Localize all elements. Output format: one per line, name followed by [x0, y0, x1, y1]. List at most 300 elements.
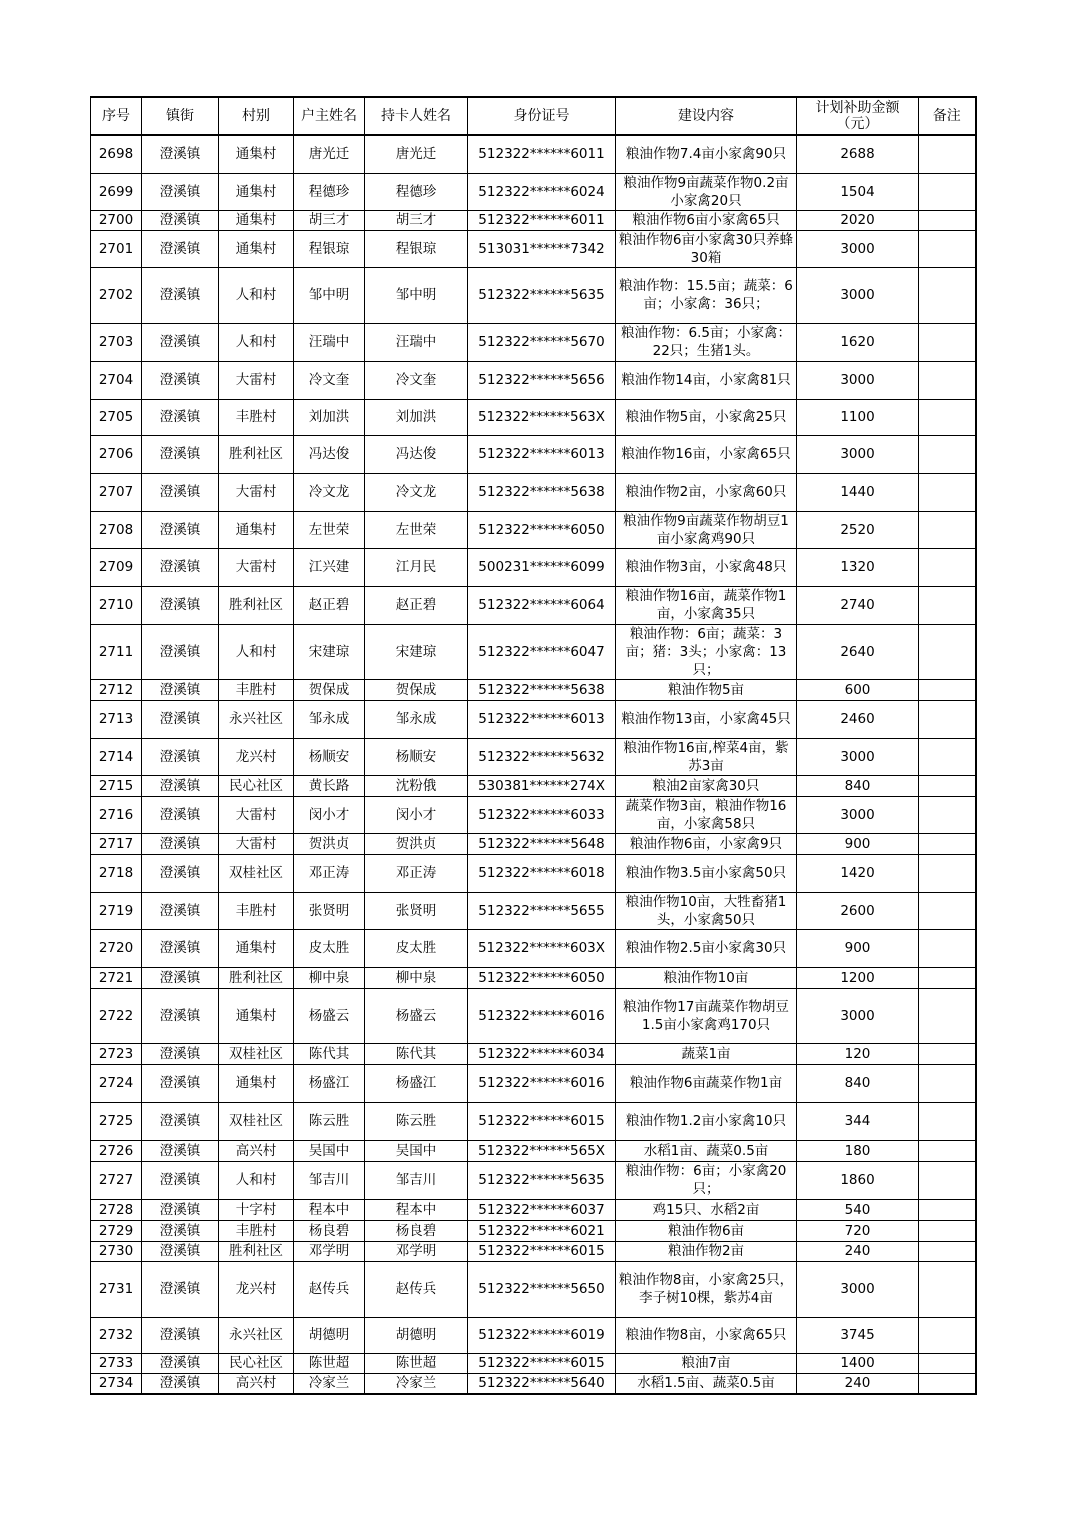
- header-village: 村别: [219, 97, 294, 135]
- cell-household-head: 杨盛江: [294, 1064, 365, 1102]
- cell-town: 澄溪镇: [142, 833, 219, 854]
- cell-id-number: 500231******6099: [468, 548, 616, 586]
- table-row: [91, 892, 976, 929]
- cell-no: 2705: [91, 399, 142, 435]
- cell-card-holder: 程本中: [365, 1199, 468, 1220]
- cell-village: 龙兴村: [219, 1261, 294, 1317]
- cell-village: 大雷村: [219, 796, 294, 833]
- cell-card-holder: 陈代其: [365, 1043, 468, 1064]
- table-row: [91, 230, 976, 267]
- cell-no: 2730: [91, 1241, 142, 1261]
- cell-town: 澄溪镇: [142, 775, 219, 796]
- table-row: [91, 929, 976, 967]
- cell-amount: 1440: [797, 473, 919, 511]
- cell-content: 粮油作物10亩，大牲畜猪1头，小家禽50只: [616, 892, 797, 929]
- cell-card-holder: 刘加洪: [365, 399, 468, 435]
- cell-id-number: 512322******6011: [468, 135, 616, 173]
- table-row: [91, 833, 976, 854]
- cell-note: [919, 1317, 976, 1353]
- cell-id-number: 512322******5638: [468, 679, 616, 700]
- cell-no: 2708: [91, 511, 142, 548]
- cell-content: 粮油作物：15.5亩；蔬菜：6亩；小家禽：36只；: [616, 267, 797, 323]
- cell-id-number: 512322******6015: [468, 1102, 616, 1140]
- cell-no: 2718: [91, 854, 142, 892]
- cell-content: 粮油作物3亩，小家禽48只: [616, 548, 797, 586]
- cell-content: 粮油作物3.5亩小家禽50只: [616, 854, 797, 892]
- cell-no: 2715: [91, 775, 142, 796]
- cell-village: 人和村: [219, 624, 294, 679]
- cell-content: 粮油作物：6亩；小家禽20只；: [616, 1161, 797, 1199]
- cell-content: 粮油作物6亩蔬菜作物1亩: [616, 1064, 797, 1102]
- cell-household-head: 冯达俊: [294, 435, 365, 473]
- cell-id-number: 512322******6015: [468, 1241, 616, 1261]
- cell-village: 通集村: [219, 988, 294, 1043]
- cell-household-head: 江兴建: [294, 548, 365, 586]
- cell-content: 蔬菜作物3亩，粮油作物16亩，小家禽58只: [616, 796, 797, 833]
- cell-card-holder: 贺保成: [365, 679, 468, 700]
- cell-town: 澄溪镇: [142, 1241, 219, 1261]
- cell-card-holder: 邹中明: [365, 267, 468, 323]
- cell-town: 澄溪镇: [142, 1140, 219, 1161]
- cell-note: [919, 323, 976, 361]
- cell-town: 澄溪镇: [142, 1043, 219, 1064]
- cell-note: [919, 135, 976, 173]
- cell-village: 丰胜村: [219, 399, 294, 435]
- cell-household-head: 陈代其: [294, 1043, 365, 1064]
- cell-no: 2720: [91, 929, 142, 967]
- cell-note: [919, 796, 976, 833]
- cell-card-holder: 柳中泉: [365, 967, 468, 988]
- cell-household-head: 唐光迁: [294, 135, 365, 173]
- cell-village: 胜利社区: [219, 435, 294, 473]
- cell-card-holder: 赵传兵: [365, 1261, 468, 1317]
- cell-household-head: 邹永成: [294, 700, 365, 738]
- cell-village: 丰胜村: [219, 1220, 294, 1241]
- cell-id-number: 512322******6033: [468, 796, 616, 833]
- cell-content: 粮油作物6亩，小家禽9只: [616, 833, 797, 854]
- cell-id-number: 512322******5648: [468, 833, 616, 854]
- header-id-number: 身份证号: [468, 97, 616, 135]
- cell-amount: 120: [797, 1043, 919, 1064]
- cell-note: [919, 210, 976, 230]
- cell-amount: 240: [797, 1373, 919, 1394]
- table-row: [91, 135, 976, 173]
- cell-note: [919, 833, 976, 854]
- table-row: [91, 775, 976, 796]
- cell-town: 澄溪镇: [142, 796, 219, 833]
- cell-village: 双桂社区: [219, 1102, 294, 1140]
- cell-id-number: 513031******7342: [468, 230, 616, 267]
- cell-id-number: 512322******6016: [468, 1064, 616, 1102]
- cell-content: 粮油作物2亩，小家禽60只: [616, 473, 797, 511]
- cell-note: [919, 1241, 976, 1261]
- cell-village: 大雷村: [219, 473, 294, 511]
- cell-amount: 3000: [797, 796, 919, 833]
- cell-card-holder: 汪瑞中: [365, 323, 468, 361]
- cell-household-head: 杨良碧: [294, 1220, 365, 1241]
- cell-town: 澄溪镇: [142, 511, 219, 548]
- cell-id-number: 512322******6018: [468, 854, 616, 892]
- cell-village: 双桂社区: [219, 854, 294, 892]
- cell-household-head: 刘加洪: [294, 399, 365, 435]
- cell-no: 2713: [91, 700, 142, 738]
- cell-town: 澄溪镇: [142, 738, 219, 775]
- cell-id-number: 512322******6047: [468, 624, 616, 679]
- header-card-holder: 持卡人姓名: [365, 97, 468, 135]
- cell-no: 2728: [91, 1199, 142, 1220]
- cell-note: [919, 435, 976, 473]
- cell-id-number: 512322******5656: [468, 361, 616, 399]
- cell-amount: 3000: [797, 435, 919, 473]
- cell-town: 澄溪镇: [142, 1161, 219, 1199]
- cell-no: 2699: [91, 173, 142, 210]
- cell-content: 粮油作物10亩: [616, 967, 797, 988]
- cell-content: 粮油作物：6.5亩；小家禽：22只；生猪1头。: [616, 323, 797, 361]
- cell-note: [919, 548, 976, 586]
- cell-amount: 720: [797, 1220, 919, 1241]
- cell-village: 通集村: [219, 1064, 294, 1102]
- cell-id-number: 512322******5635: [468, 1161, 616, 1199]
- cell-card-holder: 闵小才: [365, 796, 468, 833]
- cell-card-holder: 胡德明: [365, 1317, 468, 1353]
- cell-household-head: 张贤明: [294, 892, 365, 929]
- cell-content: 粮油作物14亩，小家禽81只: [616, 361, 797, 399]
- table-row: [91, 361, 976, 399]
- cell-amount: 1620: [797, 323, 919, 361]
- cell-town: 澄溪镇: [142, 624, 219, 679]
- cell-town: 澄溪镇: [142, 210, 219, 230]
- cell-card-holder: 程银琼: [365, 230, 468, 267]
- cell-household-head: 柳中泉: [294, 967, 365, 988]
- cell-note: [919, 473, 976, 511]
- table-row: [91, 548, 976, 586]
- cell-town: 澄溪镇: [142, 1261, 219, 1317]
- cell-card-holder: 唐光迁: [365, 135, 468, 173]
- table-row: [91, 967, 976, 988]
- cell-amount: 2460: [797, 700, 919, 738]
- header-content: 建设内容: [616, 97, 797, 135]
- table-row: [91, 1241, 976, 1261]
- cell-town: 澄溪镇: [142, 1317, 219, 1353]
- table-row: [91, 679, 976, 700]
- cell-amount: 1420: [797, 854, 919, 892]
- cell-id-number: 512322******5638: [468, 473, 616, 511]
- cell-village: 丰胜村: [219, 892, 294, 929]
- cell-id-number: 512322******6050: [468, 511, 616, 548]
- cell-village: 高兴村: [219, 1373, 294, 1394]
- cell-no: 2711: [91, 624, 142, 679]
- cell-household-head: 汪瑞中: [294, 323, 365, 361]
- cell-household-head: 杨盛云: [294, 988, 365, 1043]
- cell-amount: 2600: [797, 892, 919, 929]
- cell-household-head: 赵正碧: [294, 586, 365, 624]
- table-row: [91, 173, 976, 210]
- cell-card-holder: 杨顺安: [365, 738, 468, 775]
- cell-amount: 180: [797, 1140, 919, 1161]
- cell-village: 龙兴村: [219, 738, 294, 775]
- cell-content: 粮油2亩家禽30只: [616, 775, 797, 796]
- cell-note: [919, 1064, 976, 1102]
- cell-town: 澄溪镇: [142, 854, 219, 892]
- cell-id-number: 512322******5655: [468, 892, 616, 929]
- cell-note: [919, 1043, 976, 1064]
- cell-no: 2701: [91, 230, 142, 267]
- cell-id-number: 512322******6019: [468, 1317, 616, 1353]
- cell-no: 2721: [91, 967, 142, 988]
- cell-amount: 1320: [797, 548, 919, 586]
- cell-household-head: 吴国中: [294, 1140, 365, 1161]
- cell-amount: 1504: [797, 173, 919, 210]
- cell-town: 澄溪镇: [142, 679, 219, 700]
- cell-no: 2700: [91, 210, 142, 230]
- cell-id-number: 512322******6013: [468, 700, 616, 738]
- cell-town: 澄溪镇: [142, 323, 219, 361]
- cell-town: 澄溪镇: [142, 1353, 219, 1373]
- cell-content: 粮油作物9亩蔬菜作物0.2亩小家禽20只: [616, 173, 797, 210]
- cell-no: 2702: [91, 267, 142, 323]
- cell-household-head: 黄长路: [294, 775, 365, 796]
- cell-note: [919, 399, 976, 435]
- cell-content: 粮油作物1.2亩小家禽10只: [616, 1102, 797, 1140]
- cell-town: 澄溪镇: [142, 892, 219, 929]
- cell-id-number: 512322******563X: [468, 399, 616, 435]
- cell-note: [919, 1140, 976, 1161]
- cell-content: 粮油作物6亩: [616, 1220, 797, 1241]
- cell-card-holder: 程德珍: [365, 173, 468, 210]
- cell-id-number: 512322******565X: [468, 1140, 616, 1161]
- cell-note: [919, 267, 976, 323]
- cell-id-number: 512322******6024: [468, 173, 616, 210]
- cell-village: 大雷村: [219, 833, 294, 854]
- cell-household-head: 皮太胜: [294, 929, 365, 967]
- cell-amount: 240: [797, 1241, 919, 1261]
- table-row: [91, 586, 976, 624]
- cell-no: 2717: [91, 833, 142, 854]
- cell-content: 粮油作物2亩: [616, 1241, 797, 1261]
- cell-town: 澄溪镇: [142, 1373, 219, 1394]
- cell-town: 澄溪镇: [142, 586, 219, 624]
- cell-village: 民心社区: [219, 1353, 294, 1373]
- header-amount: 计划补助金额（元）: [797, 97, 919, 135]
- cell-town: 澄溪镇: [142, 173, 219, 210]
- cell-no: 2727: [91, 1161, 142, 1199]
- cell-content: 粮油作物8亩，小家禽25只，李子树10棵，紫苏4亩: [616, 1261, 797, 1317]
- table-row: [91, 1353, 976, 1373]
- cell-card-holder: 冯达俊: [365, 435, 468, 473]
- cell-village: 民心社区: [219, 775, 294, 796]
- cell-note: [919, 1199, 976, 1220]
- table-row: [91, 1317, 976, 1353]
- cell-content: 粮油作物2.5亩小家禽30只: [616, 929, 797, 967]
- table-row: [91, 1261, 976, 1317]
- cell-content: 粮油作物6亩小家禽65只: [616, 210, 797, 230]
- cell-household-head: 宋建琼: [294, 624, 365, 679]
- cell-no: 2703: [91, 323, 142, 361]
- cell-id-number: 512322******603X: [468, 929, 616, 967]
- cell-amount: 840: [797, 775, 919, 796]
- table-row: [91, 854, 976, 892]
- cell-content: 粮油作物8亩，小家禽65只: [616, 1317, 797, 1353]
- cell-village: 双桂社区: [219, 1043, 294, 1064]
- cell-card-holder: 冷家兰: [365, 1373, 468, 1394]
- cell-note: [919, 892, 976, 929]
- cell-content: 粮油作物5亩，小家禽25只: [616, 399, 797, 435]
- cell-card-holder: 冷文龙: [365, 473, 468, 511]
- cell-no: 2726: [91, 1140, 142, 1161]
- cell-id-number: 512322******6016: [468, 988, 616, 1043]
- cell-note: [919, 1353, 976, 1373]
- cell-note: [919, 929, 976, 967]
- cell-village: 十字村: [219, 1199, 294, 1220]
- table-row: [91, 267, 976, 323]
- cell-village: 通集村: [219, 135, 294, 173]
- cell-village: 通集村: [219, 929, 294, 967]
- cell-amount: 600: [797, 679, 919, 700]
- cell-village: 胜利社区: [219, 1241, 294, 1261]
- cell-no: 2733: [91, 1353, 142, 1373]
- cell-village: 胜利社区: [219, 967, 294, 988]
- cell-amount: 900: [797, 929, 919, 967]
- cell-id-number: 512322******6011: [468, 210, 616, 230]
- cell-no: 2722: [91, 988, 142, 1043]
- cell-content: 粮油作物17亩蔬菜作物胡豆1.5亩小家禽鸡170只: [616, 988, 797, 1043]
- cell-card-holder: 皮太胜: [365, 929, 468, 967]
- cell-note: [919, 967, 976, 988]
- cell-card-holder: 邓学明: [365, 1241, 468, 1261]
- cell-content: 粮油作物5亩: [616, 679, 797, 700]
- cell-no: 2734: [91, 1373, 142, 1394]
- cell-no: 2729: [91, 1220, 142, 1241]
- cell-village: 高兴村: [219, 1140, 294, 1161]
- cell-card-holder: 赵正碧: [365, 586, 468, 624]
- cell-amount: 344: [797, 1102, 919, 1140]
- cell-note: [919, 1161, 976, 1199]
- cell-household-head: 冷家兰: [294, 1373, 365, 1394]
- cell-no: 2731: [91, 1261, 142, 1317]
- cell-amount: 2520: [797, 511, 919, 548]
- table-row: [91, 1064, 976, 1102]
- cell-amount: 3745: [797, 1317, 919, 1353]
- cell-no: 2714: [91, 738, 142, 775]
- cell-content: 粮油作物13亩，小家禽45只: [616, 700, 797, 738]
- cell-card-holder: 贺洪贞: [365, 833, 468, 854]
- cell-id-number: 512322******5632: [468, 738, 616, 775]
- cell-town: 澄溪镇: [142, 1102, 219, 1140]
- table-row: [91, 700, 976, 738]
- cell-content: 粮油作物：6亩；蔬菜：3亩；猪：3头；小家禽：13只；: [616, 624, 797, 679]
- cell-household-head: 闵小才: [294, 796, 365, 833]
- cell-village: 大雷村: [219, 361, 294, 399]
- table-row: [91, 1199, 976, 1220]
- cell-note: [919, 511, 976, 548]
- cell-card-holder: 江月民: [365, 548, 468, 586]
- cell-amount: 1200: [797, 967, 919, 988]
- cell-note: [919, 624, 976, 679]
- cell-town: 澄溪镇: [142, 361, 219, 399]
- cell-card-holder: 张贤明: [365, 892, 468, 929]
- cell-content: 粮油作物16亩，小家禽65只: [616, 435, 797, 473]
- cell-town: 澄溪镇: [142, 988, 219, 1043]
- cell-amount: 2020: [797, 210, 919, 230]
- cell-card-holder: 陈云胜: [365, 1102, 468, 1140]
- cell-id-number: 512322******6064: [468, 586, 616, 624]
- table-row: [91, 738, 976, 775]
- cell-content: 粮油作物16亩，蔬菜作物1亩，小家禽35只: [616, 586, 797, 624]
- table-row: [91, 624, 976, 679]
- cell-note: [919, 854, 976, 892]
- cell-note: [919, 361, 976, 399]
- cell-note: [919, 1261, 976, 1317]
- cell-town: 澄溪镇: [142, 399, 219, 435]
- cell-amount: 1100: [797, 399, 919, 435]
- cell-household-head: 贺保成: [294, 679, 365, 700]
- cell-town: 澄溪镇: [142, 1220, 219, 1241]
- cell-note: [919, 173, 976, 210]
- cell-household-head: 陈世超: [294, 1353, 365, 1373]
- cell-id-number: 512322******5635: [468, 267, 616, 323]
- cell-town: 澄溪镇: [142, 1064, 219, 1102]
- cell-amount: 540: [797, 1199, 919, 1220]
- cell-household-head: 冷文龙: [294, 473, 365, 511]
- cell-town: 澄溪镇: [142, 1199, 219, 1220]
- table-row: [91, 988, 976, 1043]
- cell-note: [919, 738, 976, 775]
- cell-amount: 900: [797, 833, 919, 854]
- cell-id-number: 512322******6021: [468, 1220, 616, 1241]
- cell-content: 水稻1亩、蔬菜0.5亩: [616, 1140, 797, 1161]
- table-row: [91, 399, 976, 435]
- cell-household-head: 程本中: [294, 1199, 365, 1220]
- cell-household-head: 胡三才: [294, 210, 365, 230]
- cell-village: 通集村: [219, 230, 294, 267]
- cell-town: 澄溪镇: [142, 135, 219, 173]
- cell-village: 人和村: [219, 1161, 294, 1199]
- cell-village: 永兴社区: [219, 1317, 294, 1353]
- cell-card-holder: 冷文奎: [365, 361, 468, 399]
- header-household-head: 户主姓名: [294, 97, 365, 135]
- cell-amount: 3000: [797, 1261, 919, 1317]
- cell-id-number: 512322******6037: [468, 1199, 616, 1220]
- cell-card-holder: 左世荣: [365, 511, 468, 548]
- cell-amount: 3000: [797, 988, 919, 1043]
- cell-village: 人和村: [219, 323, 294, 361]
- cell-village: 通集村: [219, 173, 294, 210]
- cell-no: 2724: [91, 1064, 142, 1102]
- cell-card-holder: 杨盛江: [365, 1064, 468, 1102]
- cell-card-holder: 沈粉俄: [365, 775, 468, 796]
- cell-village: 人和村: [219, 267, 294, 323]
- cell-no: 2710: [91, 586, 142, 624]
- cell-household-head: 邹中明: [294, 267, 365, 323]
- cell-town: 澄溪镇: [142, 230, 219, 267]
- cell-household-head: 程德珍: [294, 173, 365, 210]
- cell-note: [919, 1373, 976, 1394]
- cell-content: 粮油7亩: [616, 1353, 797, 1373]
- cell-amount: 2740: [797, 586, 919, 624]
- header-no: 序号: [91, 97, 142, 135]
- cell-no: 2712: [91, 679, 142, 700]
- cell-id-number: 512322******6050: [468, 967, 616, 988]
- cell-note: [919, 700, 976, 738]
- cell-id-number: 512322******6034: [468, 1043, 616, 1064]
- cell-no: 2719: [91, 892, 142, 929]
- cell-content: 水稻1.5亩、蔬菜0.5亩: [616, 1373, 797, 1394]
- cell-content: 鸡15只、水稻2亩: [616, 1199, 797, 1220]
- cell-note: [919, 988, 976, 1043]
- cell-amount: 1860: [797, 1161, 919, 1199]
- cell-card-holder: 吴国中: [365, 1140, 468, 1161]
- cell-card-holder: 邹吉川: [365, 1161, 468, 1199]
